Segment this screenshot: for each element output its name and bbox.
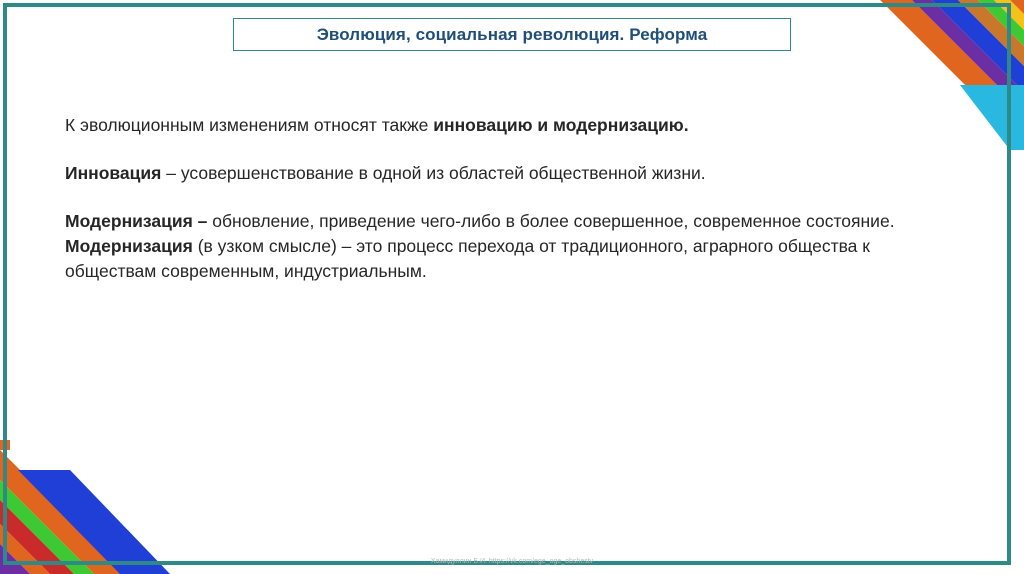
term-innovation: Инновация xyxy=(65,163,162,183)
definition-modernization: обновление, приведение чего-либо в более совершенное, современное состояние. xyxy=(207,211,895,231)
title-box xyxy=(233,18,791,51)
term-modernization: Модернизация – xyxy=(65,211,208,231)
paragraph-evolution-text: К эволюционным изменениям относят также xyxy=(65,115,434,135)
slide-content xyxy=(65,113,965,284)
definition-innovation: – усовершенствование в одной из областей общественной жизни. xyxy=(161,163,706,183)
slide-frame xyxy=(3,3,1011,565)
definition-modernization-narrow: (в узком смысле) – это процесс перехода от традиционного, аграрного общества к обществам современным, индустриальным. xyxy=(65,236,870,281)
term-modernization-narrow: Модернизация xyxy=(65,236,193,256)
paragraph-modernization-narrow xyxy=(65,234,965,284)
paragraph-evolution xyxy=(65,113,965,138)
paragraph-evolution-bold: инновацию и модернизацию. xyxy=(433,115,689,135)
paragraph-modernization xyxy=(65,209,965,234)
footer-credit: Хамидуллин Б.И. https://vk.com/ege_oge_obshestv xyxy=(430,558,594,565)
paragraph-innovation xyxy=(65,161,965,186)
slide-title: Эволюция, социальная революция. Реформа xyxy=(316,24,708,44)
